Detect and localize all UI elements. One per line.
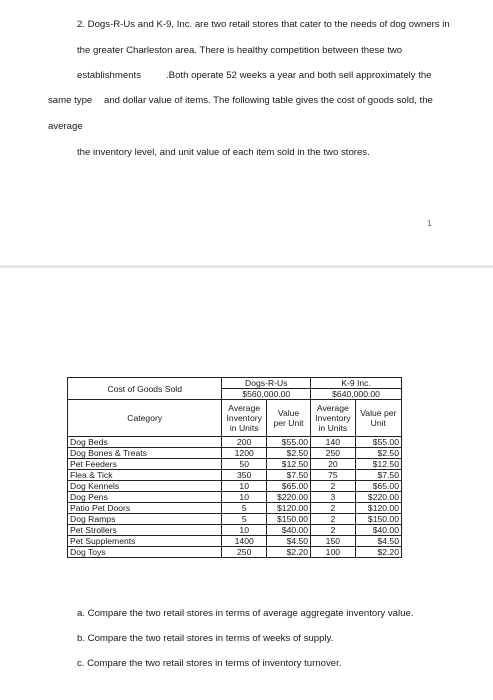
store1-inventory-cell: 1400 [222, 536, 267, 547]
store2-inventory-cell: 150 [311, 536, 356, 547]
category-cell: Flea & Tick [68, 470, 222, 481]
category-cell: Pet Strollers [68, 525, 222, 536]
store1-value-header [266, 400, 310, 437]
document-page-1 [0, 0, 493, 265]
category-cell: Pet Feeders [68, 459, 222, 470]
page-number: 1 [427, 218, 432, 228]
store1-inventory-cell: 200 [222, 437, 267, 448]
problem-text-line-6: the inventory level, and unit value of each item sold in the two stores. [77, 147, 370, 158]
store2-value-cell: $7.50 [355, 470, 401, 481]
store2-inventory-cell: 100 [311, 547, 356, 558]
category-cell: Dog Toys [68, 547, 222, 558]
store1-value-cell: $220.00 [266, 492, 310, 503]
store1-value-cell: $12.50 [266, 459, 310, 470]
store2-value-cell: $220.00 [355, 492, 401, 503]
category-cell: Dog Pens [68, 492, 222, 503]
store2-inventory-cell: 2 [311, 481, 356, 492]
store1-inventory-cell: 10 [222, 481, 267, 492]
table-row [68, 481, 402, 492]
header-text: Average [228, 403, 261, 413]
store2-value-cell: $2.20 [355, 547, 401, 558]
store2-inventory-cell: 3 [311, 492, 356, 503]
question-b: b. Compare the two retail stores in terms of weeks of supply. [77, 633, 334, 644]
header-text: in Units [318, 423, 348, 433]
store1-value-cell: $120.00 [266, 503, 310, 514]
store2-value-cell: $150.00 [355, 514, 401, 525]
header-text: Unit [370, 418, 386, 428]
store2-value-cell: $120.00 [355, 503, 401, 514]
table-row [68, 459, 402, 470]
cogs-label: Cost of Goods Sold [68, 378, 222, 400]
store2-value-cell: $40.00 [355, 525, 401, 536]
store1-name: Dogs-R-Us [222, 378, 311, 389]
category-cell: Dog Beds [68, 437, 222, 448]
store1-value-cell: $150.00 [266, 514, 310, 525]
store1-value-cell: $4.50 [266, 536, 310, 547]
store1-inventory-cell: 50 [222, 459, 267, 470]
header-text: Average [316, 403, 349, 413]
table-row [68, 437, 402, 448]
category-cell: Pet Supplements [68, 536, 222, 547]
document-page-2 [0, 268, 493, 700]
store2-value-header [355, 400, 401, 437]
table-row [68, 492, 402, 503]
table-row [68, 525, 402, 536]
store1-value-cell: $55.00 [266, 437, 310, 448]
problem-text-line-5: average [48, 121, 83, 132]
store1-inventory-cell: 5 [222, 503, 267, 514]
store2-inventory-cell: 75 [311, 470, 356, 481]
problem-text-line-1: 2. Dogs-R-Us and K-9, Inc. are two retail stores that cater to the needs of dog owners in [77, 19, 450, 30]
problem-text-line-4b: and dollar value of items. The following table gives the cost of goods sold, the [104, 95, 433, 106]
store2-inventory-cell: 140 [311, 437, 356, 448]
table-store-row [68, 378, 402, 389]
store2-inventory-cell: 2 [311, 525, 356, 536]
category-cell: Dog Ramps [68, 514, 222, 525]
store1-value-cell: $40.00 [266, 525, 310, 536]
problem-text-line-3a: establishments [77, 70, 141, 81]
store1-inventory-cell: 10 [222, 492, 267, 503]
category-header: Category [68, 400, 222, 437]
table-body [68, 437, 402, 558]
store1-cogs: $560,000.00 [222, 389, 311, 400]
store2-value-cell: $4.50 [355, 536, 401, 547]
table-row [68, 547, 402, 558]
problem-text-line-2: the greater Charleston area. There is healthy competition between these two [77, 45, 403, 56]
category-cell: Patio Pet Doors [68, 503, 222, 514]
store2-value-cell: $12.50 [355, 459, 401, 470]
header-text: in Units [229, 423, 259, 433]
table-header-row [68, 400, 402, 437]
store2-value-cell: $2.50 [355, 448, 401, 459]
store2-avg-inv-header [311, 400, 356, 437]
store1-avg-inv-header [222, 400, 267, 437]
store2-inventory-cell: 20 [311, 459, 356, 470]
store1-inventory-cell: 5 [222, 514, 267, 525]
store2-value-cell: $65.00 [355, 481, 401, 492]
category-cell: Dog Kennels [68, 481, 222, 492]
table-row [68, 503, 402, 514]
category-cell: Dog Bones & Treats [68, 448, 222, 459]
table-row [68, 514, 402, 525]
store2-cogs: $640,000.00 [311, 389, 402, 400]
question-a: a. Compare the two retail stores in terms of average aggregate inventory value. [77, 608, 414, 619]
store1-value-cell: $7.50 [266, 470, 310, 481]
header-text: Inventory [315, 413, 351, 423]
inventory-table [67, 377, 402, 558]
store1-inventory-cell: 350 [222, 470, 267, 481]
store1-inventory-cell: 1200 [222, 448, 267, 459]
question-c: c. Compare the two retail stores in terms of inventory turnover. [77, 658, 342, 669]
store1-value-cell: $65.00 [266, 481, 310, 492]
header-text: per Unit [273, 418, 304, 428]
problem-text-line-3b: .Both operate 52 weeks a year and both sell approximately the [166, 70, 432, 81]
table-row [68, 470, 402, 481]
store2-name: K-9 Inc. [311, 378, 402, 389]
store2-inventory-cell: 2 [311, 503, 356, 514]
header-text: Value [277, 408, 300, 418]
store2-inventory-cell: 2 [311, 514, 356, 525]
store1-value-cell: $2.50 [266, 448, 310, 459]
problem-text-line-4a: same type [48, 95, 93, 106]
header-text: Inventory [226, 413, 262, 423]
table-row [68, 536, 402, 547]
table-row [68, 448, 402, 459]
header-text: Value per [360, 408, 397, 418]
store1-inventory-cell: 250 [222, 547, 267, 558]
store1-value-cell: $2.20 [266, 547, 310, 558]
store2-inventory-cell: 250 [311, 448, 356, 459]
store1-inventory-cell: 10 [222, 525, 267, 536]
store2-value-cell: $55.00 [355, 437, 401, 448]
